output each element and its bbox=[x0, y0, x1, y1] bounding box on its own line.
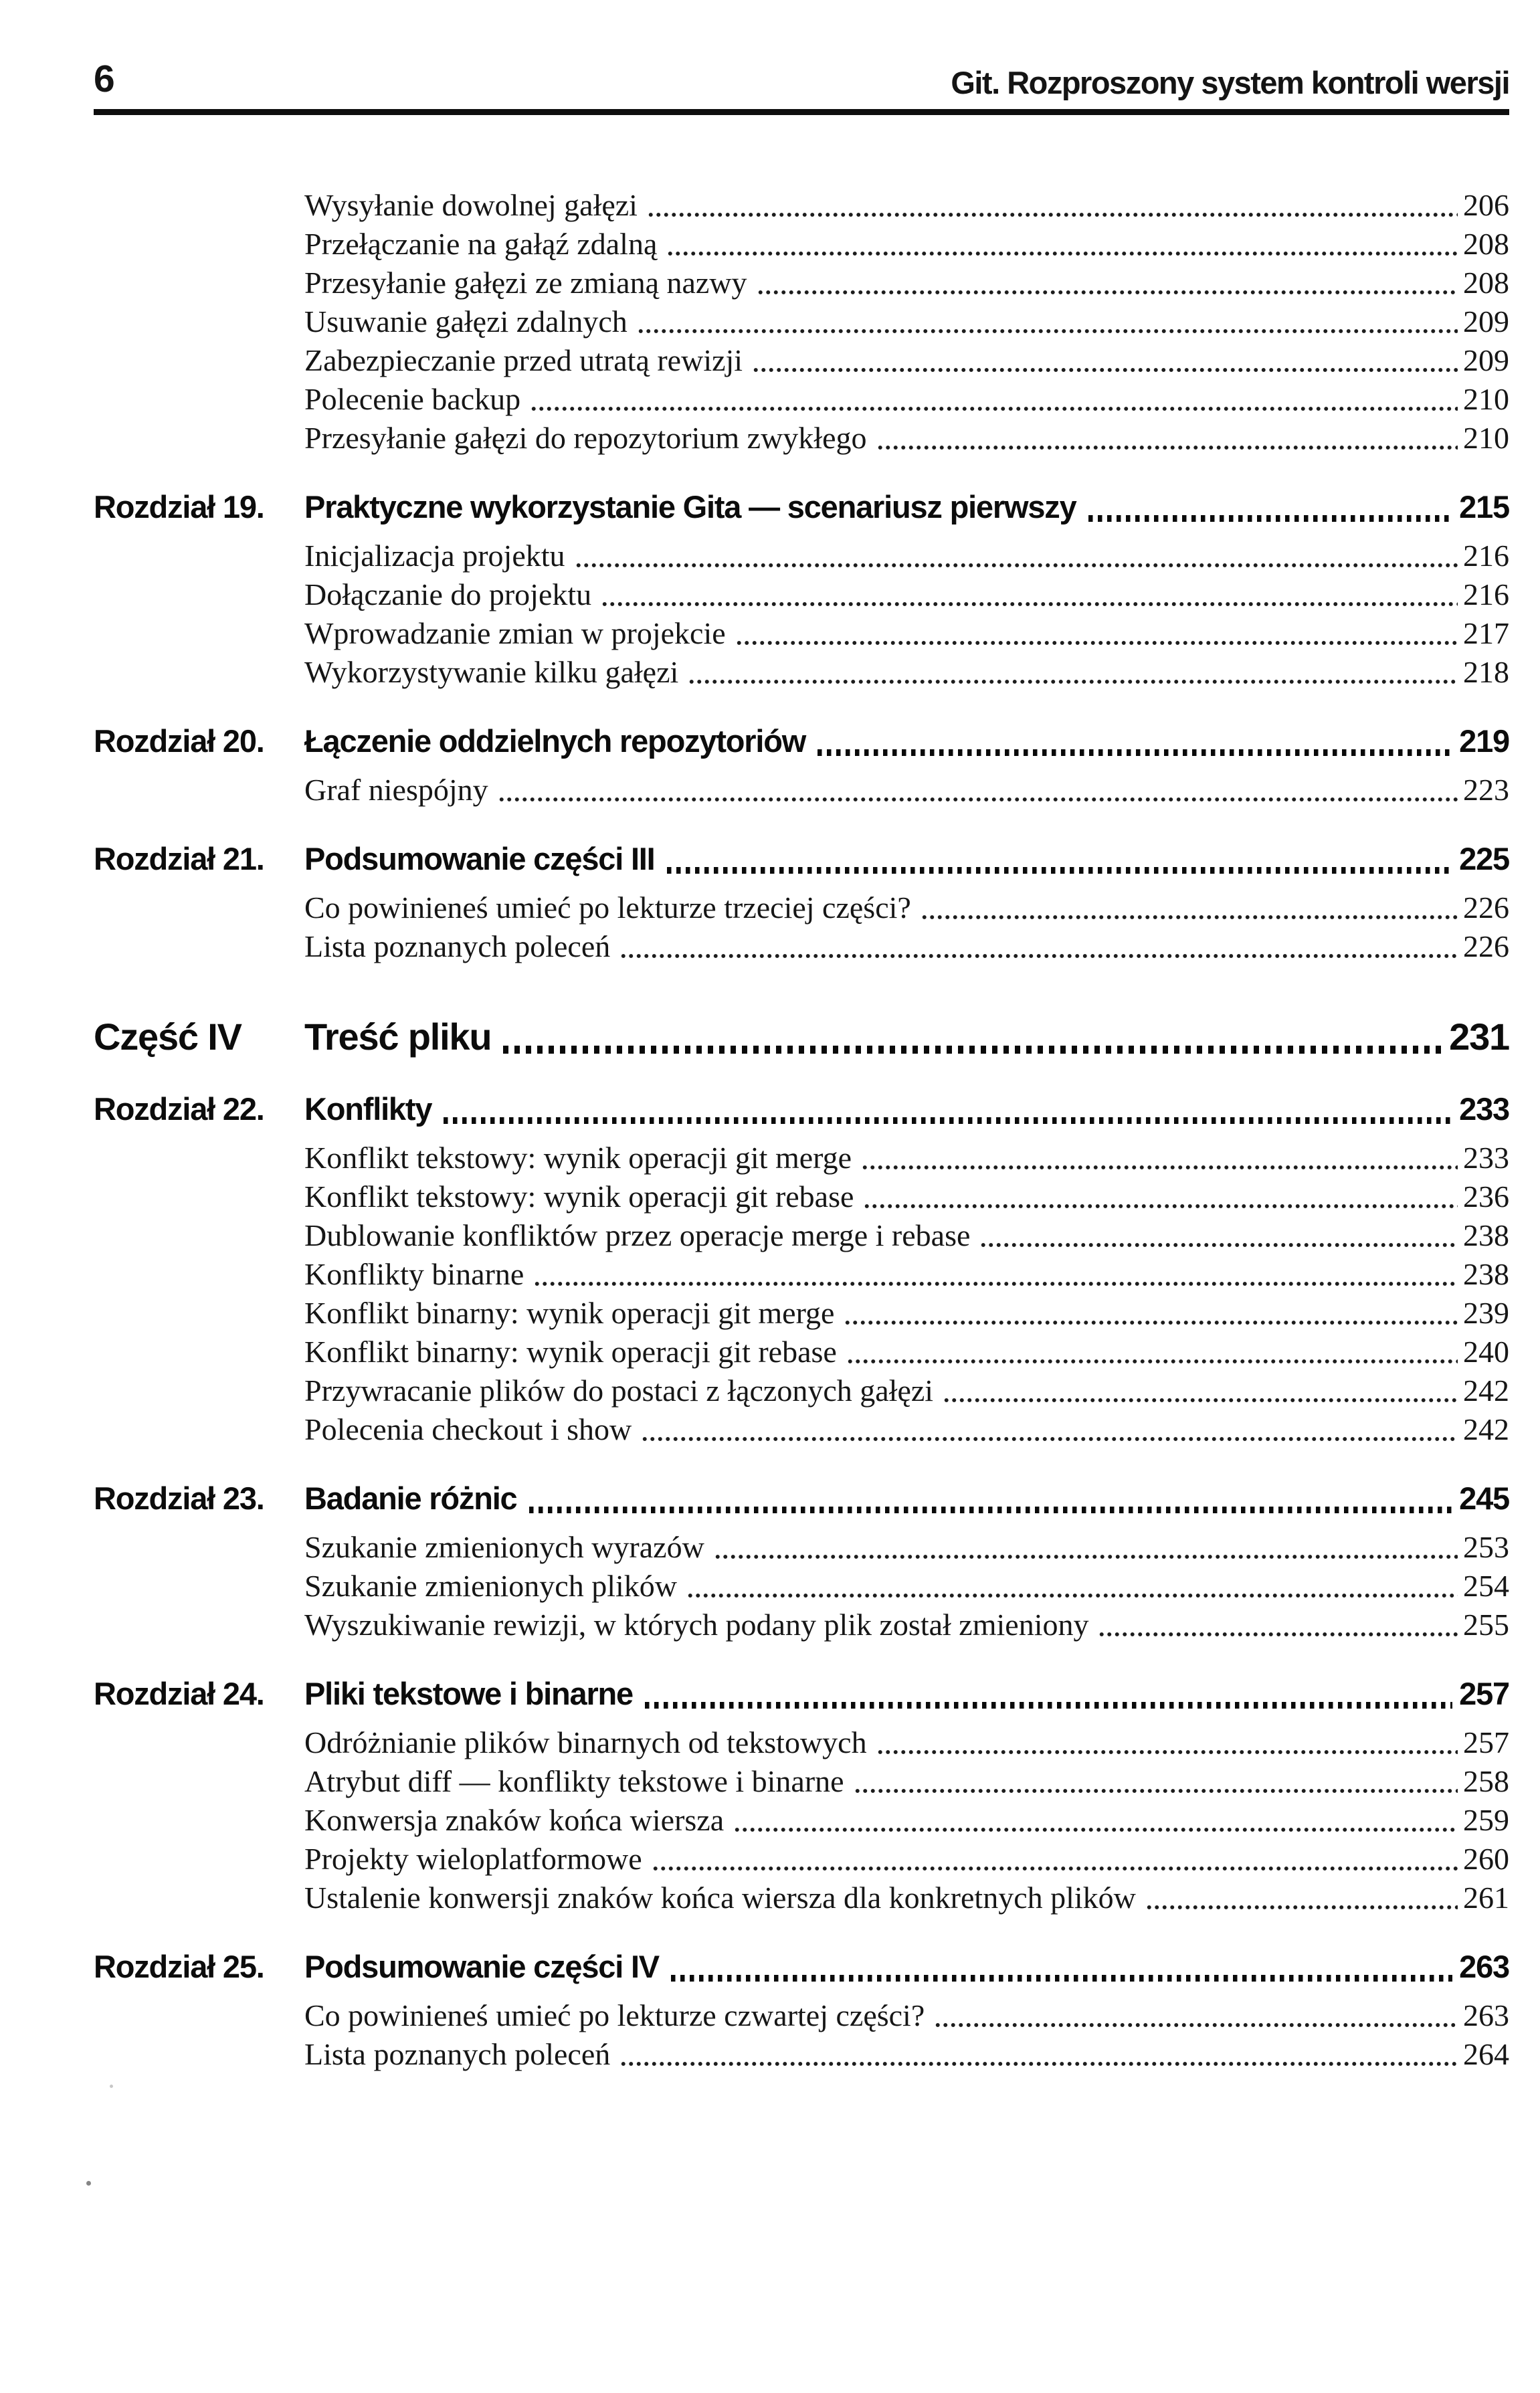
scan-speck bbox=[110, 2085, 113, 2088]
dotted-leader bbox=[652, 1864, 1458, 1873]
chapter-heading-row bbox=[94, 1478, 1509, 1519]
toc-entry-title: Wysyłanie dowolnej gałęzi bbox=[304, 188, 638, 222]
toc-entry-page-number: 264 bbox=[1463, 2037, 1509, 2071]
toc-entry-title: Lista poznanych poleceń bbox=[304, 929, 611, 963]
toc-entry-title: Zabezpieczanie przed utratą rewizji bbox=[304, 343, 743, 377]
dotted-leader bbox=[934, 2021, 1458, 2029]
toc-entry-title: Wprowadzanie zmian w projekcie bbox=[304, 616, 726, 650]
dotted-leader bbox=[1098, 1630, 1458, 1638]
chapter-heading-row bbox=[94, 1089, 1509, 1129]
dotted-leader bbox=[641, 1435, 1458, 1443]
heading-label: Rozdział 20. bbox=[94, 723, 264, 759]
heading-title: Podsumowanie części III bbox=[304, 841, 655, 876]
toc-entry-row bbox=[94, 225, 1509, 264]
toc-entry-page-number: 233 bbox=[1463, 1141, 1509, 1175]
heading-title: Podsumowanie części IV bbox=[304, 1949, 659, 1984]
dotted-leader bbox=[876, 1748, 1458, 1756]
dotted-leader bbox=[575, 561, 1458, 569]
toc-entry-title: Konflikt binarny: wynik operacji git rebase bbox=[304, 1335, 837, 1369]
dotted-leader bbox=[921, 913, 1458, 921]
dotted-leader bbox=[979, 1241, 1458, 1249]
toc-entry-row bbox=[94, 1371, 1509, 1410]
scan-speck bbox=[86, 2181, 91, 2186]
heading-label: Część IV bbox=[94, 1016, 242, 1058]
dotted-leader bbox=[619, 2060, 1458, 2068]
toc-entry-row bbox=[94, 1801, 1509, 1840]
toc-entry-title: Usuwanie gałęzi zdalnych bbox=[304, 304, 628, 339]
heading-page-number: 263 bbox=[1459, 1949, 1509, 1984]
part-heading-row bbox=[94, 1014, 1509, 1060]
toc-entry-title: Szukanie zmienionych wyrazów bbox=[304, 1530, 704, 1564]
toc-entry-title: Atrybut diff — konflikty tekstowe i binarne bbox=[304, 1764, 844, 1798]
toc-entry-page-number: 239 bbox=[1463, 1296, 1509, 1330]
toc-entry-row bbox=[94, 264, 1509, 302]
toc-entry-title: Przesyłanie gałęzi do repozytorium zwykłego bbox=[304, 421, 867, 455]
dotted-leader bbox=[530, 405, 1458, 413]
toc-entry-page-number: 259 bbox=[1463, 1803, 1509, 1837]
toc-entry-row bbox=[94, 1528, 1509, 1567]
dotted-leader bbox=[714, 1553, 1458, 1561]
toc-entry-page-number: 242 bbox=[1463, 1373, 1509, 1408]
toc-entry-title: Przełączanie na gałąź zdalną bbox=[304, 227, 658, 261]
toc-entry-page-number: 260 bbox=[1463, 1842, 1509, 1876]
heading-title: Pliki tekstowe i binarne bbox=[304, 1676, 633, 1711]
dotted-leader bbox=[533, 1280, 1458, 1288]
toc-entry-page-number: 236 bbox=[1463, 1179, 1509, 1214]
toc-entry-title: Dołączanie do projektu bbox=[304, 577, 592, 611]
heading-page-number: 257 bbox=[1459, 1676, 1509, 1711]
dotted-leader bbox=[667, 867, 1453, 874]
toc-entry-page-number: 209 bbox=[1463, 343, 1509, 377]
toc-entry-page-number: 208 bbox=[1463, 266, 1509, 300]
heading-label: Rozdział 25. bbox=[94, 1949, 264, 1984]
dotted-leader bbox=[637, 327, 1458, 335]
toc-entry-page-number: 242 bbox=[1463, 1412, 1509, 1446]
toc-entry-row bbox=[94, 927, 1509, 966]
toc-entry-title: Konflikt tekstowy: wynik operacji git rebase bbox=[304, 1179, 854, 1214]
toc-entry-page-number: 216 bbox=[1463, 577, 1509, 611]
heading-page-number: 231 bbox=[1449, 1016, 1509, 1058]
toc-entry-page-number: 210 bbox=[1463, 421, 1509, 455]
dotted-leader bbox=[498, 795, 1458, 803]
toc-entry-title: Odróżnianie plików binarnych od tekstowych bbox=[304, 1725, 867, 1759]
dotted-leader bbox=[757, 288, 1458, 296]
dotted-leader bbox=[854, 1787, 1458, 1795]
toc-entry-page-number: 238 bbox=[1463, 1257, 1509, 1291]
dotted-leader bbox=[444, 1117, 1452, 1124]
heading-label: Rozdział 21. bbox=[94, 841, 264, 876]
toc-entry-page-number: 258 bbox=[1463, 1764, 1509, 1798]
toc-entry-row bbox=[94, 1139, 1509, 1177]
heading-title: Badanie różnic bbox=[304, 1480, 517, 1516]
dotted-leader bbox=[943, 1396, 1458, 1404]
toc-entry-row bbox=[94, 537, 1509, 575]
toc-entry-row bbox=[94, 653, 1509, 692]
toc-entry-title: Konflikty binarne bbox=[304, 1257, 524, 1291]
toc-entry-title: Projekty wieloplatformowe bbox=[304, 1842, 642, 1876]
heading-page-number: 219 bbox=[1459, 723, 1509, 759]
toc-entry-row bbox=[94, 341, 1509, 380]
heading-label: Rozdział 23. bbox=[94, 1480, 264, 1516]
toc-entry-page-number: 208 bbox=[1463, 227, 1509, 261]
dotted-leader bbox=[735, 639, 1458, 647]
toc-entry-row bbox=[94, 1410, 1509, 1449]
toc-entry-row bbox=[94, 888, 1509, 927]
toc-entry-row bbox=[94, 1606, 1509, 1644]
running-title: Git. Rozproszony system kontroli wersji bbox=[951, 65, 1509, 100]
toc-entry-row bbox=[94, 1177, 1509, 1216]
toc-entry-row bbox=[94, 419, 1509, 458]
toc-entry-row bbox=[94, 1879, 1509, 1917]
toc-entry-page-number: 257 bbox=[1463, 1725, 1509, 1759]
toc-entry-page-number: 218 bbox=[1463, 655, 1509, 689]
toc-entry-row bbox=[94, 302, 1509, 341]
dotted-leader bbox=[846, 1357, 1458, 1365]
toc-entry-title: Graf niespójny bbox=[304, 773, 488, 807]
toc-entry-page-number: 263 bbox=[1463, 1998, 1509, 2032]
toc-entry-page-number: 238 bbox=[1463, 1218, 1509, 1252]
dotted-leader bbox=[817, 749, 1452, 756]
toc-entry-page-number: 240 bbox=[1463, 1335, 1509, 1369]
heading-label: Rozdział 22. bbox=[94, 1091, 264, 1127]
toc-entry-title: Wykorzystywanie kilku gałęzi bbox=[304, 655, 679, 689]
dotted-leader bbox=[645, 1702, 1452, 1709]
toc-entry-title: Szukanie zmienionych plików bbox=[304, 1569, 677, 1603]
toc-entry-title: Przywracanie plików do postaci z łączonych gałęzi bbox=[304, 1373, 934, 1408]
dotted-leader bbox=[671, 1975, 1452, 1982]
toc-entry-row bbox=[94, 1996, 1509, 2035]
toc-entry-title: Co powinieneś umieć po lekturze trzeciej części? bbox=[304, 890, 911, 925]
dotted-leader bbox=[861, 1163, 1458, 1171]
dotted-leader bbox=[876, 444, 1458, 452]
toc-entry-title: Dublowanie konfliktów przez operacje merge i rebase bbox=[304, 1218, 971, 1252]
toc-entry-page-number: 223 bbox=[1463, 773, 1509, 807]
heading-title: Konflikty bbox=[304, 1091, 432, 1127]
dotted-leader bbox=[686, 1592, 1458, 1600]
toc-entry-page-number: 217 bbox=[1463, 616, 1509, 650]
dotted-leader bbox=[619, 952, 1458, 960]
dotted-leader bbox=[688, 678, 1458, 686]
toc-entry-row bbox=[94, 614, 1509, 653]
dotted-leader bbox=[666, 250, 1458, 258]
toc-entry-page-number: 261 bbox=[1463, 1881, 1509, 1915]
toc-entry-page-number: 255 bbox=[1463, 1608, 1509, 1642]
toc bbox=[94, 186, 1509, 2074]
heading-page-number: 245 bbox=[1459, 1480, 1509, 1516]
toc-entry-title: Konflikt binarny: wynik operacji git merge bbox=[304, 1296, 835, 1330]
toc-entry-title: Konflikt tekstowy: wynik operacji git merge bbox=[304, 1141, 852, 1175]
toc-entry-title: Inicjalizacja projektu bbox=[304, 539, 565, 573]
dotted-leader bbox=[1145, 1903, 1458, 1911]
toc-entry-page-number: 216 bbox=[1463, 539, 1509, 573]
page-number: 6 bbox=[94, 58, 114, 100]
toc-entry-page-number: 209 bbox=[1463, 304, 1509, 339]
heading-page-number: 225 bbox=[1459, 841, 1509, 876]
dotted-leader bbox=[863, 1202, 1458, 1210]
dotted-leader bbox=[647, 211, 1458, 219]
toc-entry-row bbox=[94, 771, 1509, 809]
heading-page-number: 215 bbox=[1459, 489, 1509, 524]
toc-entry-page-number: 226 bbox=[1463, 929, 1509, 963]
toc-entry-row bbox=[94, 1567, 1509, 1606]
toc-entry-title: Polecenie backup bbox=[304, 382, 521, 416]
toc-entry-page-number: 226 bbox=[1463, 890, 1509, 925]
dotted-leader bbox=[752, 366, 1458, 374]
toc-entry-row bbox=[94, 1216, 1509, 1255]
heading-title: Łączenie oddzielnych repozytoriów bbox=[304, 723, 806, 759]
chapter-heading-row bbox=[94, 1947, 1509, 1987]
toc-entry-row bbox=[94, 575, 1509, 614]
running-header bbox=[94, 0, 1509, 115]
toc-entry-title: Ustalenie konwersji znaków końca wiersza dla konkretnych plików bbox=[304, 1881, 1136, 1915]
toc-entry-page-number: 210 bbox=[1463, 382, 1509, 416]
heading-label: Rozdział 24. bbox=[94, 1676, 264, 1711]
toc-entry-page-number: 254 bbox=[1463, 1569, 1509, 1603]
heading-title: Treść pliku bbox=[304, 1016, 492, 1058]
toc-entry-page-number: 253 bbox=[1463, 1530, 1509, 1564]
toc-entry-title: Lista poznanych poleceń bbox=[304, 2037, 611, 2071]
toc-entry-row bbox=[94, 186, 1509, 225]
toc-entry-row bbox=[94, 1723, 1509, 1762]
dotted-leader bbox=[529, 1507, 1453, 1513]
toc-entry-row bbox=[94, 2035, 1509, 2074]
chapter-heading-row bbox=[94, 1674, 1509, 1714]
heading-title: Praktyczne wykorzystanie Gita — scenariusz pierwszy bbox=[304, 489, 1076, 524]
dotted-leader bbox=[733, 1826, 1458, 1834]
toc-entry-title: Wyszukiwanie rewizji, w których podany plik został zmieniony bbox=[304, 1608, 1089, 1642]
toc-entry-title: Przesyłanie gałęzi ze zmianą nazwy bbox=[304, 266, 747, 300]
toc-entry-title: Co powinieneś umieć po lekturze czwartej części? bbox=[304, 1998, 925, 2032]
dotted-leader bbox=[1088, 515, 1453, 522]
dotted-leader bbox=[601, 600, 1458, 608]
heading-page-number: 233 bbox=[1459, 1091, 1509, 1127]
toc-entry-title: Polecenia checkout i show bbox=[304, 1412, 632, 1446]
toc-entry-title: Konwersja znaków końca wiersza bbox=[304, 1803, 725, 1837]
heading-label: Rozdział 19. bbox=[94, 489, 264, 524]
toc-entry-row bbox=[94, 1840, 1509, 1879]
toc-entry-row bbox=[94, 1294, 1509, 1333]
chapter-heading-row bbox=[94, 487, 1509, 527]
toc-entry-row bbox=[94, 1255, 1509, 1294]
toc-entry-page-number: 206 bbox=[1463, 188, 1509, 222]
toc-entry-row bbox=[94, 1333, 1509, 1371]
dotted-leader bbox=[503, 1046, 1442, 1054]
dotted-leader bbox=[844, 1319, 1458, 1327]
toc-entry-row bbox=[94, 1762, 1509, 1801]
chapter-heading-row bbox=[94, 721, 1509, 761]
chapter-heading-row bbox=[94, 839, 1509, 879]
toc-entry-row bbox=[94, 380, 1509, 419]
